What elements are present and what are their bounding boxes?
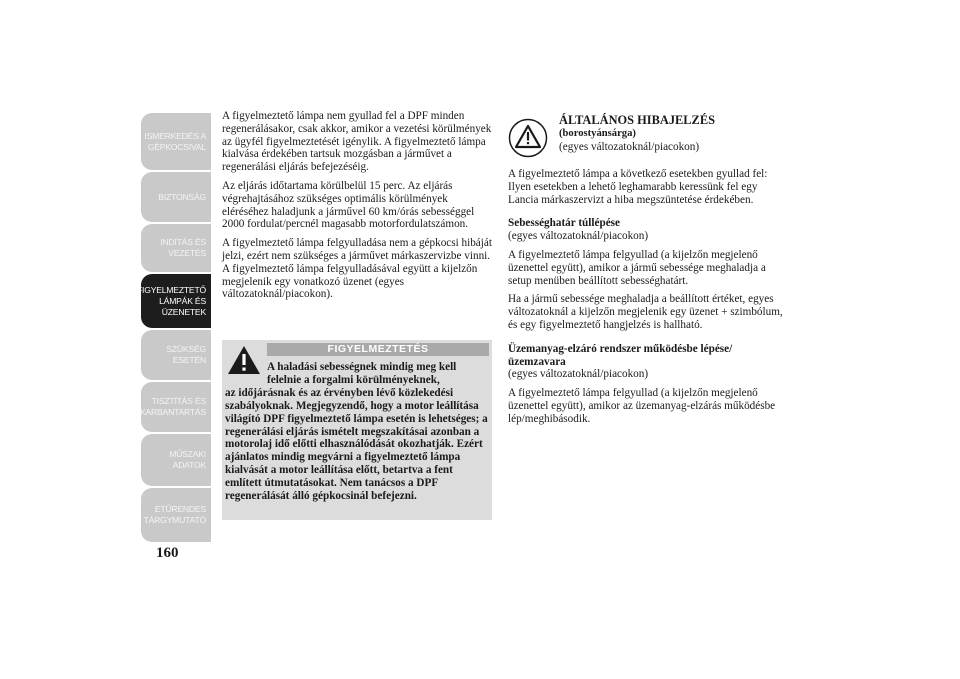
right-column — [508, 168, 790, 432]
tab-biztonsag[interactable] — [141, 172, 211, 222]
tab-muszaki[interactable] — [141, 434, 211, 486]
paragraph: A figyelmeztető lámpa felgyulladása nem a gépkocsi hibáját jelzi, ezért nem szükséges a járművet márkaszervizbe vinni. A figyelmeztető lámpa felgyulladásával együtt a kijelzőn megjelenik egy vonatkozó üzenet (egyes változatoknál/piacokon). — [222, 237, 492, 301]
section-title: ÁLTALÁNOS HIBAJELZÉS — [559, 113, 715, 127]
tab-inditas[interactable] — [141, 224, 211, 272]
tab-label: ETŰRENDES TÁRGYMUTATÓ — [143, 504, 206, 525]
tab-label: BIZTONSÁG — [158, 191, 206, 202]
tab-label: SZÜKSÉG ESETÉN — [166, 344, 206, 365]
paragraph: A figyelmeztető lámpa a következő esetekben gyullad fel: Ilyen esetekben a lehető leghamarabb keressünk fel egy Lancia márkaszervizt a hiba megszüntetése érdekében. — [508, 168, 768, 206]
paragraph: Ha a jármű sebessége meghaladja a beállított értéket, egyes változatoknál a kijelzőn megjelenik egy üzenet + szimbólum, és egy figyelmeztető hangjelzés is hallható. — [508, 293, 783, 331]
paragraph: Az eljárás időtartama körülbelül 15 perc. Az eljárás végrehajtásához szükséges optimális körülmények eléréséhez haladjunk a járművel 60 km/órás sebességgel 2000 fordulat/percnél magasabb motorfordulatszámon. — [222, 179, 475, 231]
warning-text-indented: A haladási sebességnek mindig meg kell felelnie a forgalmi körülményeknek, — [267, 361, 457, 386]
variant-note: (egyes változatoknál/piacokon) — [508, 368, 649, 381]
tab-ismerkedes[interactable] — [141, 113, 211, 170]
tab-label: MŰSZAKI ADATOK — [169, 449, 206, 470]
warning-text — [225, 361, 490, 503]
paragraph: A figyelmeztető lámpa nem gyullad fel a DPF minden regenerálásakor, csak akkor, amikor a vezetési körülmények az ügyfél figyelmeztetését igénylik. A figyelmeztető lámpa kialvása érdekében tartsuk mozgásban a járművet a regenerálási eljárás befejezéséig. — [222, 110, 492, 174]
section-variant-note: (egyes változatoknál/piacokon) — [559, 141, 700, 153]
tab-label: TISZTÍTÁS ÉS KARBANTARTÁS — [139, 396, 206, 417]
paragraph: A figyelmeztető lámpa felgyullad (a kijelzőn megjelenő üzenettel együtt), amikor az üzemanyag-elzárás működésbe lép/meghibásodik. — [508, 387, 776, 425]
warning-text-body: az időjárásnak és az érvényben lévő közlekedési szabályoknak. Megjegyzendő, hogy a motor leállítása világító DPF figyelmeztető lámpa esetén is lehetséges; a regenerálási eljárás ismételt megszakításai azonban a motorolaj idő előtti elhasználódását okozhatják. Ezért ajánlatos mindig megvárni a figyelmeztető lámpa kialvását a motor leállítása előtt, betartva a fent említett útmutatásokat. Nem tanácsos a DPF regenerálását álló gépkocsinál befejezni. — [225, 386, 488, 503]
tab-targymutato[interactable] — [141, 488, 211, 542]
tab-szukseg[interactable] — [141, 330, 211, 380]
section-color-note: (borostyánsárga) — [559, 128, 636, 139]
page-number: 160 — [156, 545, 179, 561]
tab-label: INDÍTÁS ÉS VEZETÉS — [160, 237, 206, 258]
tab-label: FIGYELMEZTETŐ LÁMPÁK ÉS ÜZENETEK — [136, 284, 206, 317]
warning-header: FIGYELMEZTETÉS — [267, 343, 489, 356]
tab-tisztitas[interactable] — [141, 382, 211, 432]
left-column — [222, 110, 494, 307]
general-warning-icon — [508, 118, 548, 158]
subheading-speed-limit: Sebességhatár túllépése — [508, 217, 620, 230]
paragraph: A figyelmeztető lámpa felgyullad (a kijelzőn megjelenő üzenettel együtt), amikor a jármű sebessége meghaladja a setup menüben beállított sebességhatárt. — [508, 248, 766, 287]
tab-label: ISMERKEDÉS A GÉPKOCSIVAL — [144, 130, 206, 152]
tab-figyelmezteto[interactable] — [136, 274, 211, 328]
subheading-fuel-cutoff: Üzemanyag-elzáró rendszer működésbe lépése/ üzemzavara — [508, 342, 733, 368]
warning-box — [222, 340, 492, 520]
variant-note: (egyes változatoknál/piacokon) — [508, 230, 649, 243]
